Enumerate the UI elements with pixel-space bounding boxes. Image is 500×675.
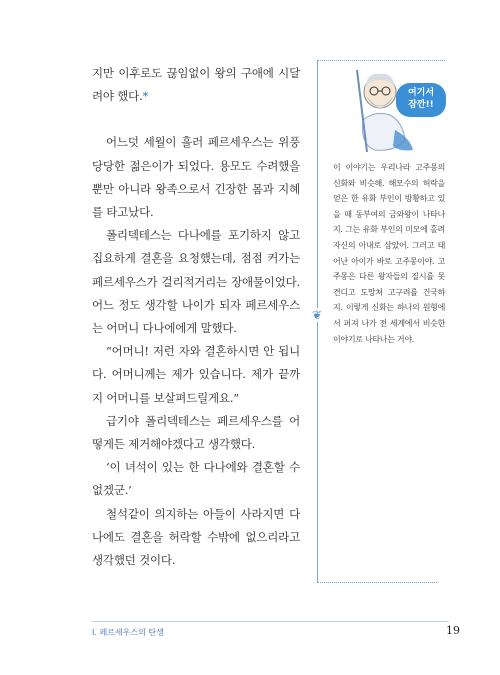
paragraph-3: 폴리덱테스는 다나에를 포기하지 않고 집요하게 결혼을 요청했는데, 점점 커가는 페르세우스가 걸리적거리는 장애물이었다. 어느 정도 생각할 나이가 되자 페르세우스는 어머니 다나에에게 말했다. bbox=[92, 228, 300, 336]
paragraph-4: “어머니! 저런 자와 결혼하시면 안 됩니다. 어머니께는 제가 있습니다. 제가 끝까지 어머니를 보살펴드릴게요.” bbox=[92, 344, 300, 405]
sidebar-note bbox=[333, 160, 445, 347]
paragraph-7: 철석같이 의지하는 아들이 사라지면 다나에도 결혼을 허락할 수밖에 없으리라고 생각했던 것이다. bbox=[92, 506, 300, 568]
sidebar-bottom-rule bbox=[317, 582, 437, 583]
speech-bubble bbox=[396, 83, 446, 117]
footnote-star: * bbox=[142, 89, 149, 104]
paragraph-6: ‘이 녀석이 있는 한 다나에와 결혼할 수 없겠군.’ bbox=[92, 460, 300, 498]
page-number: 19 bbox=[446, 624, 460, 637]
paragraph-2: 어느덧 세월이 흘러 페르세우스는 위풍당당한 젊은이가 되었다. 용모도 수려했을 뿐만 아니라 왕족으로서 긴장한 몸과 지혜를 타고났다. bbox=[92, 135, 300, 220]
footer-rule bbox=[92, 621, 449, 622]
section-title: I. 페르세우스의 탄생 bbox=[92, 628, 164, 637]
paragraph-5: 급기야 폴리덱테스는 페르세우스를 어떻게든 제거해야겠다고 생각했다. bbox=[92, 413, 300, 452]
paragraph-1-text: 지만 이후로도 끊임없이 왕의 구애에 시달려야 했다. bbox=[92, 66, 300, 104]
paragraph-1 bbox=[92, 62, 300, 108]
bubble-line-1: 여기서 bbox=[407, 88, 435, 98]
sidebar-note-text: 이 이야기는 우리나라 고주몽의 신화와 비슷해. 해모수의 허락을 얻은 한 유화 부인이 방황하고 있을 때 동부여의 금와왕이 나타나지. 그는 유화 부인의 미모에 홀려 자신의 아내로 삼았어. 그러고 태어난 아이가 바로 고주몽이야. 고주몽은 다른 왕자들의 질시를 못 견디고 도망쳐 고구려를 건국하지. 이렇게 신화는 하나의 원형에서 퍼져 나가 전 세계에서 비슷한 이야기로 나타나는 거야. bbox=[333, 163, 445, 344]
ornament-icon: ❦ bbox=[311, 308, 323, 322]
bubble-line-2: 잠깐!! bbox=[408, 100, 434, 110]
body-text bbox=[92, 62, 300, 572]
